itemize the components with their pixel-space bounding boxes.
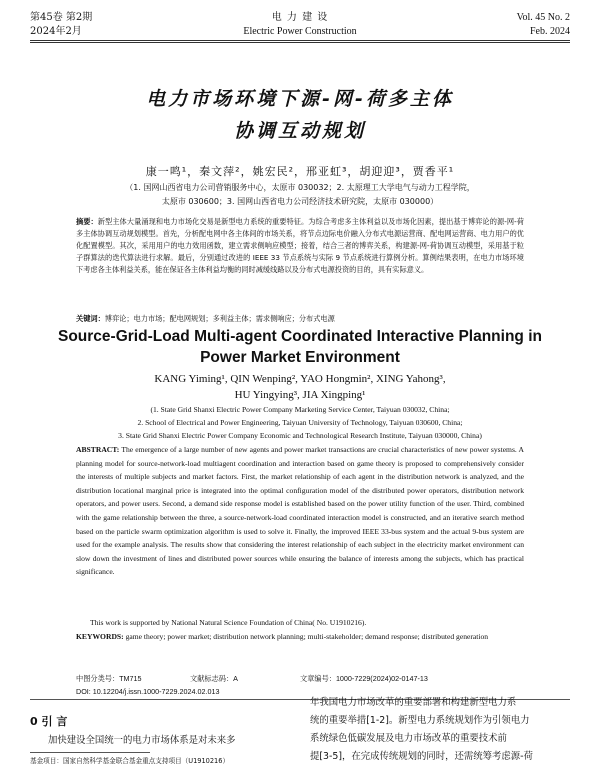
body-right-line2: 统的重要举措[1-2]。新型电力系统规划作为引领电力 [310,715,530,726]
document-code: 文献标志码：A [190,674,238,683]
journal-date-en: Feb. 2024 [530,26,570,37]
cn-abstract-text: 新型主体大量涌现和电力市场化交易是新型电力系统的重要特征。为综合考虑多主体利益以及市场化因素，提出基于博弈论的源-网-荷多主体协调互动规划模型。首先，分析配电网中各主体间的市场关系，将节点边际电价融入分布式电源运营商、配电网运营商、电力用户的优化配置模型。其次，采用用户的电力效用函数，建立需求侧响应模型；接着，结合三者的博弈关系，构建源-网-荷协调互动模型，采用基于粒子群算法的迭代算法进行求解。最后，分别通过改进的 IEEE 33 节点系统与实际 9 节点系统进行算例分析。算例结果表明，在电力市场环境下考虑各主体利益关系，能在保证各主体利益均衡的同时减缓线路以及分布式电源投资的目的，具有实际意义。 [76,217,524,275]
body-right-line1: 年我国电力市场改革的重要部署和构建新型电力系 [310,697,517,708]
cn-affiliation-line1: （1. 国网山西省电力公司营销服务中心，太原市 030032；2. 太原理工大学电气与动力工程学院， [125,183,475,192]
body-right-line4: 提[3-5]，在完成传统规划的同时，还需统筹考虑源-荷 [310,751,533,762]
en-abstract-label: ABSTRACT: [76,445,120,454]
en-abstract [76,443,524,579]
body-right-line3: 系统绿色低碳发展及电力市场改革的重要技术前 [310,733,507,744]
cn-title-line2: 协调互动规划 [233,120,366,142]
header-rule-bottom [30,42,570,43]
en-authors-line2: HU Yingying³, JIA Xingping¹ [234,389,366,401]
clc-number: 中图分类号：TM715 [76,674,142,683]
fund-footnote: 基金项目：国家自然科学基金联合基金重点支持项目（U1910216） [30,757,230,765]
en-affiliation-1: (1. State Grid Shanxi Electric Power Company Marketing Service Center, Taiyuan 030032, China; [150,405,450,414]
journal-volume-issue: 第45卷 第2期 [30,12,93,23]
en-keywords-text: game theory; power market; distribution network planning; multi-stakeholder; demand response; distributed generation [125,632,489,641]
section-heading: 0 引 言 [30,715,68,728]
en-title-line2: Power Market Environment [200,349,400,366]
cn-authors: 康一鸣¹，秦文萍²，姚宏民²，邢亚虹³，胡迎迎³，贾香平¹ [145,165,455,178]
en-title-line1: Source-Grid-Load Multi-agent Coordinated Interactive Planning in [58,328,542,345]
journal-date-cn: 2024年2月 [30,26,82,37]
article-number: 文章编号：1000-7229(2024)02-0147-13 [300,674,428,683]
en-abstract-text: The emergence of a large number of new agents and power market transactions are crucial characteristics of new power systems. A planning model for source-network-load multiagent coordination and interaction based on game theory is proposed to comprehensively consider the interests of multiple subjects and market factors. First, the market relationship of each agent in the distribution network is analyzed, and the distribution locational marginal price is integrated into the optimal configuration model of the distributed power operators, distribution network operators, and power users. Second, a demand side response model is established based on the power utility function of the user. Third, combined with the game relationship between the three, a source-network-load coordinated interaction model is constructed, and an iterative search method based on the particle swarm optimization algorithm is used to solve it. Finally, the improved IEEE 33-bus system and the actual 9-bus system are used for the example analysis. The results show that considering the interest relationship of each subject in the electricity market environment can slow down the investment of lines and distributed power sources while ensuring the balance of interests among the subjects, which has practical significance. [76,445,524,577]
doi: DOI: 10.12204/j.issn.1000-7229.2024.02.013 [76,687,220,696]
en-keywords-label: KEYWORDS: [76,632,124,641]
body-left-line1: 加快建设全国统一的电力市场体系是对未来多 [48,735,236,746]
cn-title-line1: 电力市场环境下源-网-荷多主体 [146,88,454,110]
header-rule-top [30,40,570,41]
cn-keywords-text: 博弈论；电力市场；配电网规划；多利益主体；需求侧响应；分布式电源 [104,314,335,323]
en-authors-line1: KANG Yiming¹, QIN Wenping², YAO Hongmin², XING Yahong³, [154,373,446,385]
journal-volume-en: Vol. 45 No. 2 [516,12,570,23]
cn-affiliation-line2: 太原市 030600；3. 国网山西省电力公司经济技术研究院，太原市 030000） [161,197,439,206]
cn-abstract [76,216,524,276]
cn-abstract-label: 摘要： [76,217,98,226]
en-keywords [76,630,524,644]
cn-keywords-label: 关键词： [76,314,105,323]
en-affiliation-2: 2. School of Electrical and Power Engineering, Taiyuan University of Technology, Taiyuan 030600, China; [137,418,463,427]
journal-name-cn: 电 力 建 设 [271,12,329,23]
journal-name-en: Electric Power Construction [243,26,357,37]
cn-keywords [76,313,524,325]
en-fund: This work is supported by National Natural Science Foundation of China( No. U1910216). [90,618,367,627]
en-affiliation-3: 3. State Grid Shanxi Electric Power Company Economic and Technological Research Institute, Taiyuan 030000, China) [118,431,482,440]
footnote-rule [30,752,150,753]
